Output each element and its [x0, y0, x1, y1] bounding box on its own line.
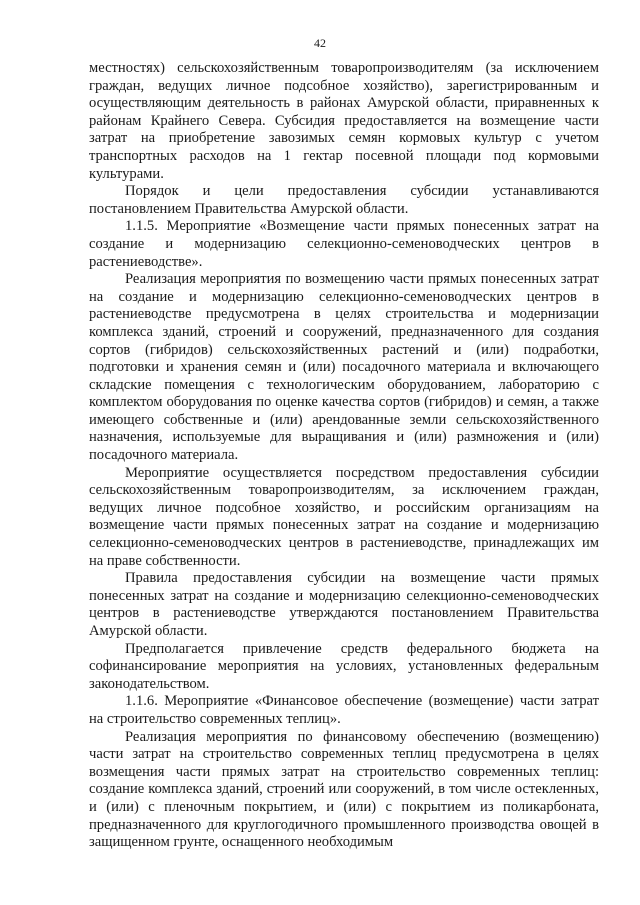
page-number: 42: [314, 36, 326, 50]
section-heading-1-1-5: 1.1.5. Мероприятие «Возмещение части прямых понесенных затрат на создание и модернизацию селекционно-семеноводческих центров в растениеводстве».: [89, 218, 599, 270]
document-body: [89, 60, 599, 852]
paragraph: Порядок и цели предоставления субсидии устанавливаются постановлением Правительства Амурской области.: [89, 183, 599, 217]
paragraph: Правила предоставления субсидии на возмещение части прямых понесенных затрат на создание и модернизацию селекционно-семеноводческих центров в растениеводстве утверждаются постановлением Правительства Амурской области.: [89, 570, 599, 639]
paragraph: Мероприятие осуществляется посредством предоставления субсидии сельскохозяйственным товаропроизводителям, за исключением граждан, ведущих личное подсобное хозяйство, и российским организациям на возмещение части прямых понесенных затрат на создание и модернизацию селекционно-семеноводческих центров в растениеводстве, принадлежащих им на праве собственности.: [89, 464, 599, 569]
paragraph: местностях) сельскохозяйственным товаропроизводителям (за исключением граждан, ведущих личное подсобное хозяйство), зарегистрированным и осуществляющим деятельность в районах Амурской области, приравненных к районам Крайнего Севера. Субсидия предоставляется на возмещение части затрат на приобретение завозимых семян кормовых культур с учетом транспортных расходов на 1 гектар посевной площади под кормовыми культурами.: [89, 60, 599, 182]
paragraph: Предполагается привлечение средств федерального бюджета на софинансирование мероприятия на условиях, установленных федеральным законодательством.: [89, 640, 599, 692]
paragraph: Реализация мероприятия по финансовому обеспечению (возмещению) части затрат на строительство современных теплиц предусмотрена в целях возмещения части прямых затрат на строительство современных теплиц: создание комплекса зданий, строений или сооружений, в том числе остекленных, и (или) с пленочным покрытием, и (или) с покрытием из поликарбоната, предназначенного для круглогодичного промышленного производства овощей в защищенном грунте, оснащенного необходимым: [89, 728, 599, 851]
section-heading-1-1-6: 1.1.6. Мероприятие «Финансовое обеспечение (возмещение) части затрат на строительство современных теплиц».: [89, 693, 599, 727]
paragraph: Реализация мероприятия по возмещению части прямых понесенных затрат на создание и модернизацию селекционно-семеноводческих центров в растениеводстве предусмотрена в целях строительства и модернизации комплекса зданий, строений и сооружений, предназначенного для создания сортов (гибридов) сельскохозяйственных растений и (или) подработки, подготовки и хранения семян и (или) посадочного материала и включающего складские помещения с технологическим оборудованием, лабораторию с комплектом оборудования по оценке качества сортов (гибридов) и семян, а также имеющего собственные и (или) арендованные земли сельскохозяйственного назначения, используемые для выращивания и (или) размножения и (или) посадочного материала.: [89, 271, 599, 464]
